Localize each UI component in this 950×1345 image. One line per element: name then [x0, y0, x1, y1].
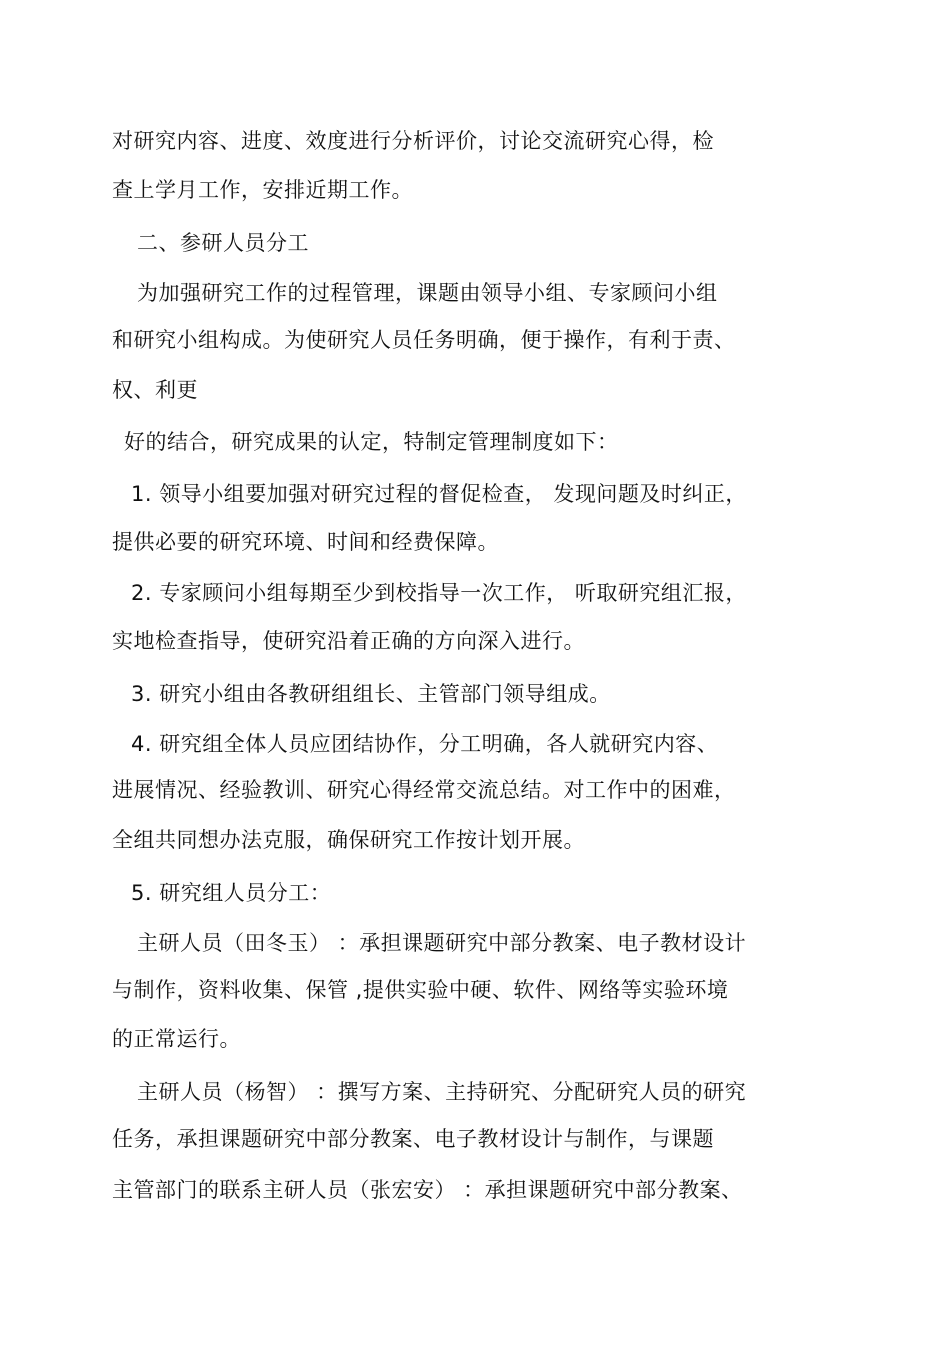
text-line: 权、利更 — [112, 378, 198, 402]
text-line: 主管部门的联系主研人员（张宏安） ：承担课题研究中部分教案、 — [112, 1178, 743, 1202]
section-heading: 二、参研人员分工 — [137, 231, 309, 255]
list-item: 5. 研究组人员分工： — [131, 881, 332, 905]
text-line: 和研究小组构成。为使研究人员任务明确，便于操作，有利于责、 — [112, 328, 736, 352]
list-item: 2. 专家顾问小组每期至少到校指导一次工作， 听取研究组汇报， — [131, 581, 747, 605]
text-line: 进展情况、经验教训、研究心得经常交流总结。对工作中的困难， — [112, 778, 736, 802]
text-line: 实地检查指导，使研究沿着正确的方向深入进行。 — [112, 629, 585, 653]
text-line: 好的结合，研究成果的认定，特制定管理制度如下： — [124, 430, 619, 454]
list-item: 1. 领导小组要加强对研究过程的督促检查， 发现问题及时纠正， — [131, 482, 747, 506]
text-line: 主研人员（杨智） ：撰写方案、主持研究、分配研究人员的研究 — [137, 1080, 747, 1104]
text-line: 主研人员（田冬玉） ：承担课题研究中部分教案、电子教材设计 — [137, 931, 747, 955]
list-item: 3. 研究小组由各教研组组长、主管部门领导组成。 — [131, 682, 611, 706]
text-line: 对研究内容、进度、效度进行分析评价，讨论交流研究心得，检 — [112, 129, 714, 153]
text-line: 的正常运行。 — [112, 1027, 241, 1051]
text-line: 任务，承担课题研究中部分教案、电子教材设计与制作，与课题 — [112, 1127, 714, 1151]
text-line: 查上学月工作，安排近期工作。 — [112, 178, 413, 202]
text-line: 与制作，资料收集、保管 ,提供实验中硬、软件、网络等实验环境 — [112, 978, 729, 1002]
text-line: 提供必要的研究环境、时间和经费保障。 — [112, 530, 499, 554]
list-item: 4. 研究组全体人员应团结协作，分工明确，各人就研究内容、 — [131, 732, 719, 756]
text-line: 为加强研究工作的过程管理，课题由领导小组、专家顾问小组 — [137, 281, 718, 305]
text-line: 全组共同想办法克服，确保研究工作按计划开展。 — [112, 828, 585, 852]
